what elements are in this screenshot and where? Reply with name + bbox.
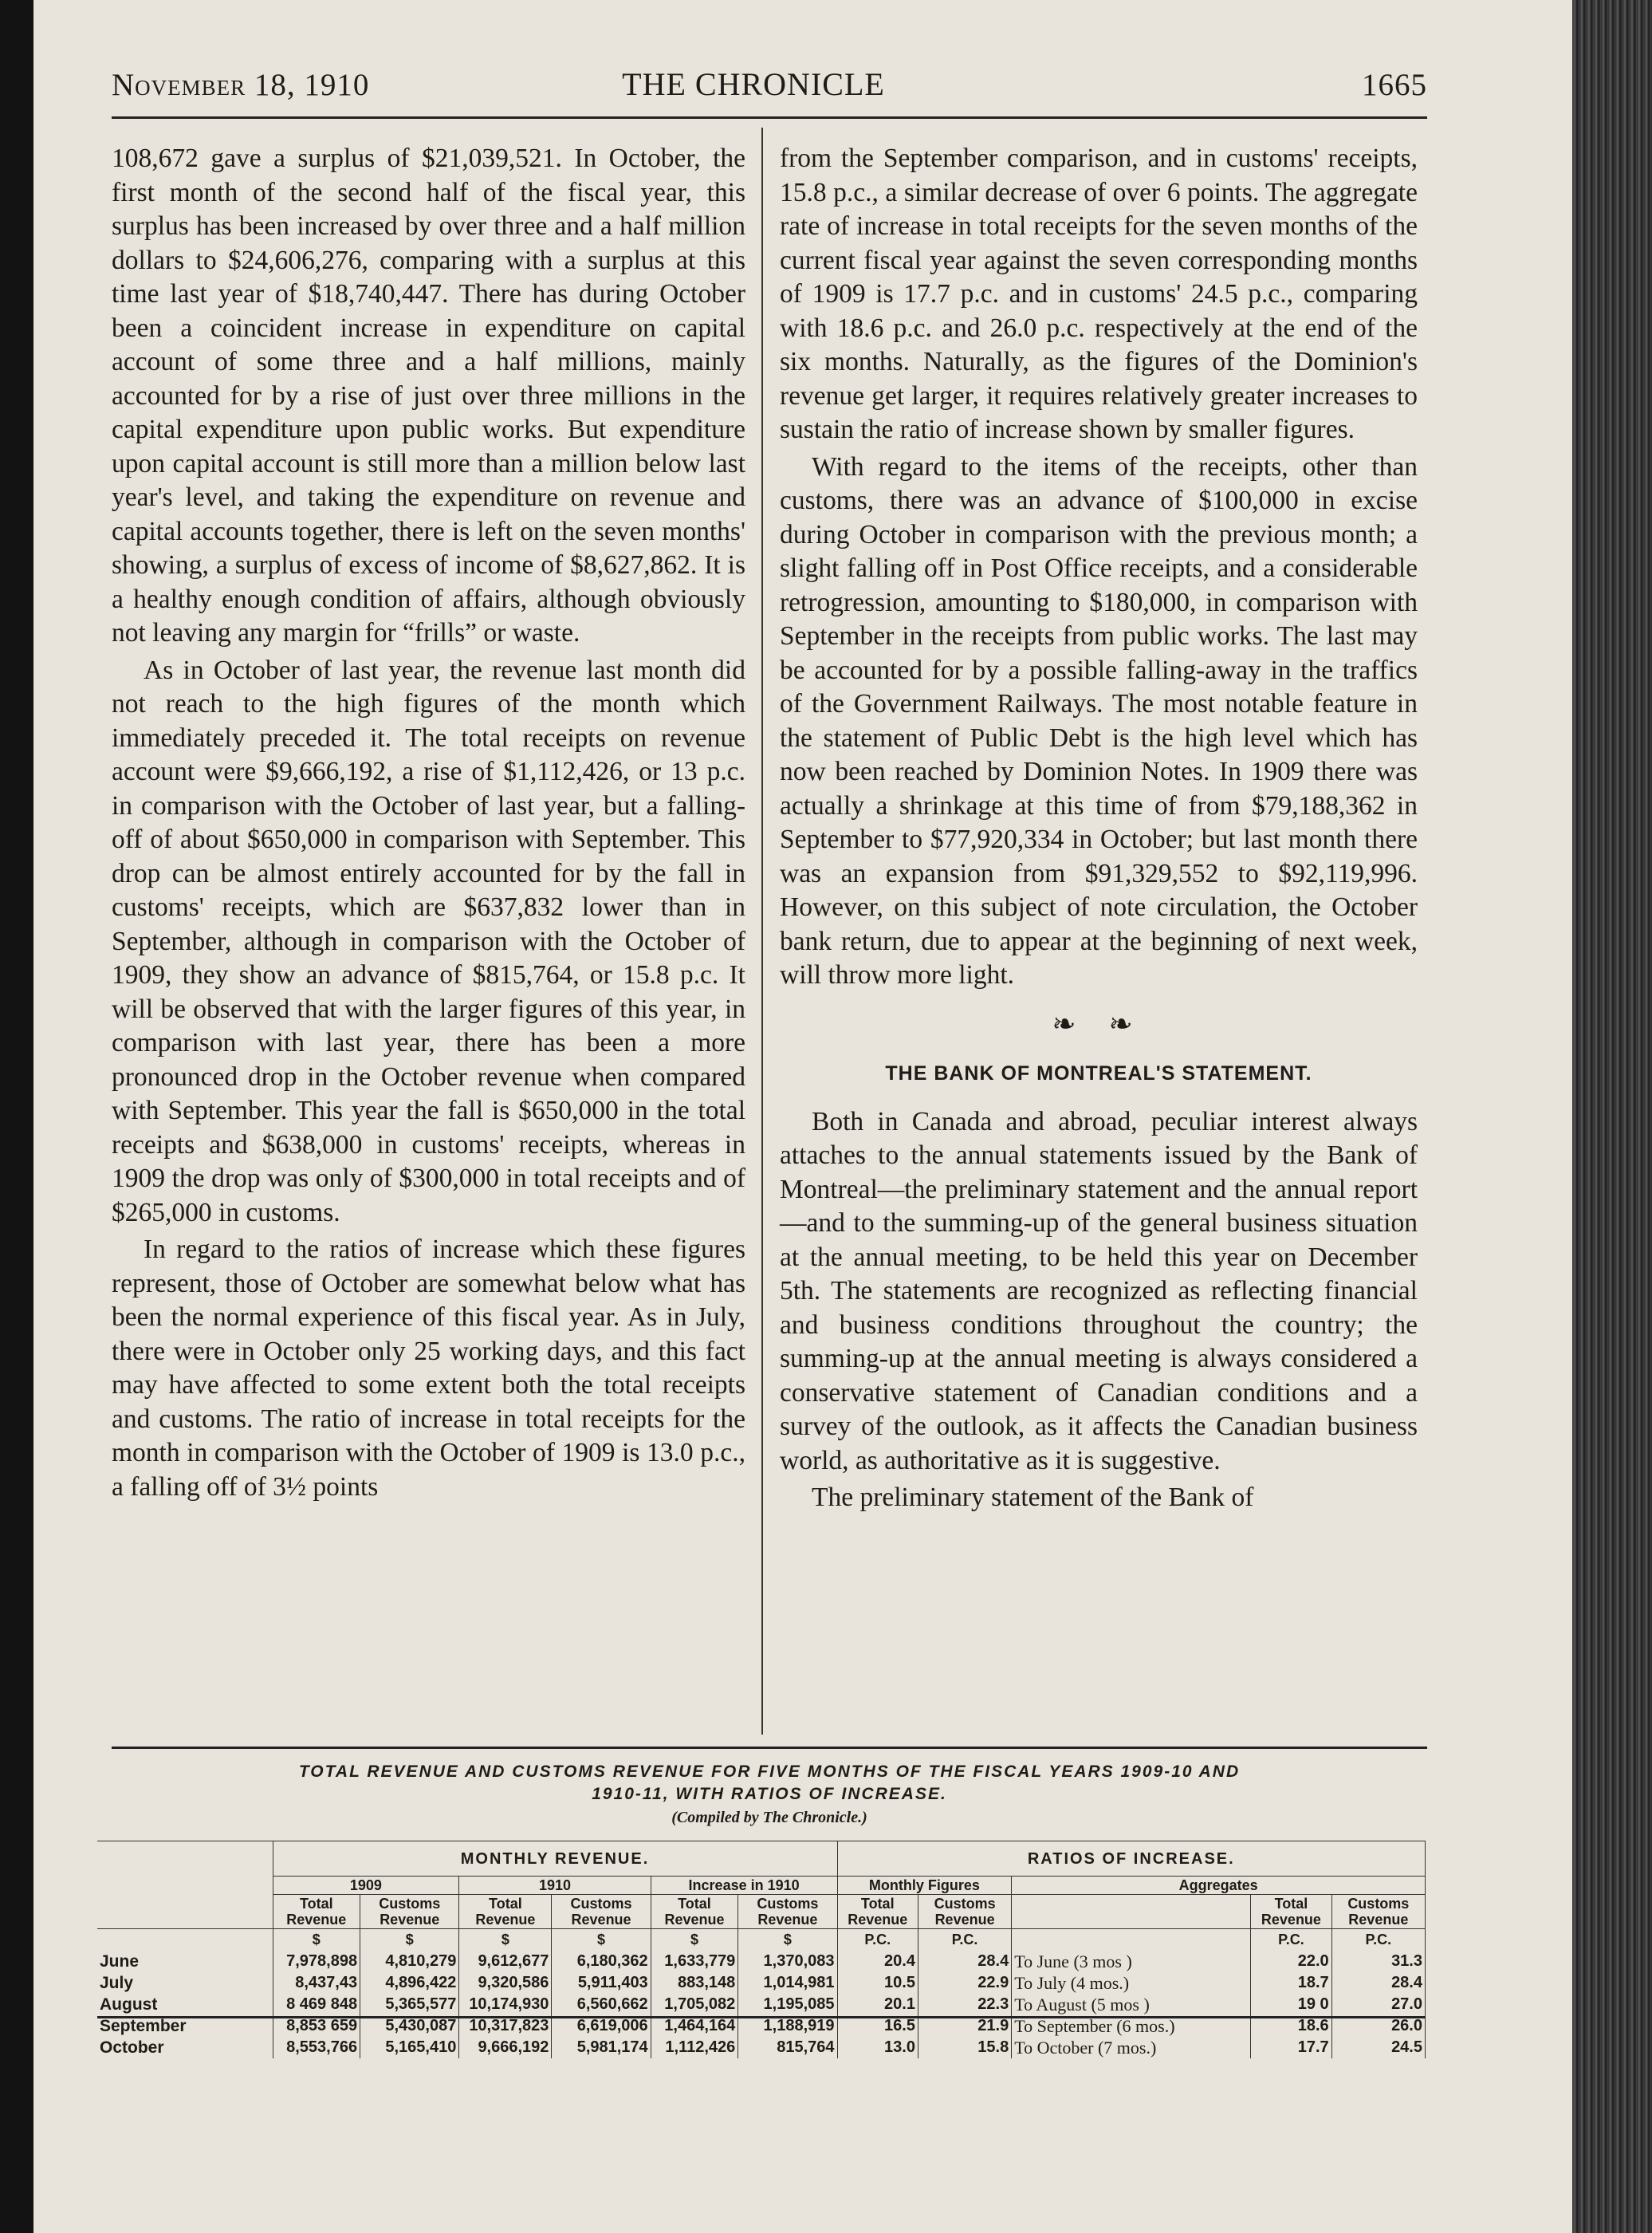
customs-1910-cell: 6,560,662: [552, 1994, 651, 2015]
unit: $: [552, 1929, 651, 1951]
inc-customs-cell: 1,195,085: [738, 1994, 837, 2015]
mf-customs-cell: 28.4: [918, 1951, 1011, 1972]
table-caption-2: 1910-11, WITH RATIOS OF INCREASE.: [592, 1785, 947, 1803]
inc-customs-cell: 1,014,981: [738, 1972, 837, 1994]
paragraph: 108,672 gave a surplus of $21,039,521. In October, the first month of the second half of the fiscal year, this surplus has been increased by over three and a half million dollars to $24,606,276, comparing with a surplus at this time last year of $18,740,447. There has during October been a coincident increase in expenditure on capital account of some three and a half millions, mainly accounted for by a rise of just over three millions in the capital expenditure upon public works. But expenditure upon capital account is still more than a million below last year's level, and taking the expenditure on revenue and capital accounts together, there is left on the seven months' showing, a surplus of excess of income of $8,627,862. It is a healthy enough condition of affairs, although obviously not leaving any margin for “frills” or waste.: [112, 144, 745, 648]
unit: $: [360, 1929, 459, 1951]
total-1909-cell: 8 469 848: [273, 1994, 360, 2015]
inc-customs-cell: 1,370,083: [738, 1951, 837, 1972]
table-row: [97, 1994, 1426, 2015]
customs-1910-cell: 5,911,403: [552, 1972, 651, 1994]
total-1909-cell: 8,553,766: [273, 2037, 360, 2058]
agg-customs-cell: 26.0: [1331, 2015, 1425, 2037]
mf-customs-cell: 21.9: [918, 2015, 1011, 2037]
col-agg-label: [1012, 1895, 1251, 1929]
paragraph: from the September comparison, and in customs' receipts, 15.8 p.c., a similar decrease of over 6 points. The aggregate rate of increase in total receipts for the seven months of the current fiscal year against the seven corresponding months of 1909 is 17.7 p.c. and in customs' 24.5 p.c., comparing with 18.6 p.c. and 26.0 p.c. respectively at the end of the six months. Naturally, as the figures of the Dominion's revenue get larger, it requires relatively greater increases to sustain the ratio of increase shown by smaller figures.: [780, 144, 1418, 444]
agg-label-cell: To August (5 mos ): [1012, 1994, 1251, 2015]
col-total: Total Revenue: [273, 1895, 360, 1929]
col-total: Total Revenue: [1251, 1895, 1331, 1929]
inc-total-cell: 1,464,164: [651, 2015, 738, 2037]
col-customs: Customs Revenue: [360, 1895, 459, 1929]
section-ornament: ❧ ❧: [1052, 1007, 1146, 1040]
mf-total-cell: 16.5: [837, 2015, 918, 2037]
customs-1909-cell: 4,896,422: [360, 1972, 459, 1994]
unit: $: [459, 1929, 552, 1951]
month-label: June: [97, 1951, 273, 1972]
agg-label-cell: To September (6 mos.): [1012, 2015, 1251, 2037]
total-1910-cell: 9,612,677: [459, 1951, 552, 1972]
mf-customs-cell: 22.3: [918, 1994, 1011, 2015]
subgroup-aggregates: Aggregates: [1012, 1877, 1426, 1895]
unit: P.C.: [837, 1929, 918, 1951]
unit: $: [273, 1929, 360, 1951]
unit: P.C.: [1251, 1929, 1331, 1951]
units-spacer: [1012, 1929, 1251, 1951]
unit: P.C.: [1331, 1929, 1425, 1951]
paragraph: Both in Canada and abroad, peculiar interest always attaches to the annual statements issued by the Bank of Montreal—the preliminary statement and the annual report—and to the summing-up of the general business situation at the annual meeting, to be held this year on December 5th. The statements are recognized as reflecting financial and business conditions throughout the country; the summing-up at the annual meeting is always considered a conservative statement of Canadian conditions and a survey of the outlook, as it affects the Canadian business world, as authoritative as it is suggestive.: [780, 1106, 1418, 1475]
group-monthly-revenue: MONTHLY REVENUE.: [273, 1841, 837, 1877]
agg-label-cell: To October (7 mos.): [1012, 2037, 1251, 2058]
page-header: [80, 61, 1427, 108]
customs-1910-cell: 5,981,174: [552, 2037, 651, 2058]
total-1910-cell: 10,174,930: [459, 1994, 552, 2015]
column-divider: [761, 128, 763, 1735]
unit: $: [651, 1929, 738, 1951]
subgroup-increase: Increase in 1910: [651, 1877, 837, 1895]
agg-customs-cell: 28.4: [1331, 1972, 1425, 1994]
agg-customs-cell: 31.3: [1331, 1951, 1425, 1972]
col-customs: Customs Revenue: [918, 1895, 1011, 1929]
total-1910-cell: 9,320,586: [459, 1972, 552, 1994]
units-spacer: [97, 1929, 273, 1951]
subgroup-monthly-figures: Monthly Figures: [837, 1877, 1012, 1895]
table-row: [97, 1972, 1426, 1994]
table-corner: [97, 1841, 273, 1929]
customs-1909-cell: 5,365,577: [360, 1994, 459, 2015]
month-label: October: [97, 2037, 273, 2058]
agg-label-cell: To July (4 mos.): [1012, 1972, 1251, 1994]
total-1909-cell: 7,978,898: [273, 1951, 360, 1972]
header-rule: [112, 116, 1427, 119]
issue-date: November 18, 1910: [112, 68, 370, 102]
inc-total-cell: 1,705,082: [651, 1994, 738, 2015]
book-edge: [1572, 0, 1652, 2233]
table-caption: TOTAL REVENUE AND CUSTOMS REVENUE FOR FIVE MONTHS OF THE FISCAL YEARS 1909-10 AND: [298, 1762, 1241, 1781]
month-label: July: [97, 1972, 273, 1994]
agg-total-cell: 17.7: [1251, 2037, 1331, 2058]
agg-total-cell: 19 0: [1251, 1994, 1331, 2015]
table-body: [97, 1929, 1426, 2059]
table-row: [97, 1951, 1426, 1972]
col-total: Total Revenue: [837, 1895, 918, 1929]
section-title: THE BANK OF MONTREAL'S STATEMENT.: [885, 1062, 1312, 1085]
units-row: [97, 1929, 1426, 1951]
col-customs: Customs Revenue: [552, 1895, 651, 1929]
table-top-rule: [112, 1747, 1427, 1749]
customs-1909-cell: 4,810,279: [360, 1951, 459, 1972]
left-column: [112, 142, 745, 1507]
mf-total-cell: 13.0: [837, 2037, 918, 2058]
col-total: Total Revenue: [651, 1895, 738, 1929]
right-column: [780, 142, 1418, 1518]
customs-1909-cell: 5,430,087: [360, 2015, 459, 2037]
agg-total-cell: 18.6: [1251, 2015, 1331, 2037]
paragraph: In regard to the ratios of increase which these figures represent, those of October are somewhat below what has been the normal experience of this fiscal year. As in July, there were in October only 25 working days, and this fact may have affected to some extent both the total receipts and customs. The ratio of increase in total receipts for the month in comparison with the October of 1909 is 13.0 p.c., a falling off of 3½ points: [112, 1235, 745, 1502]
total-1909-cell: 8,853 659: [273, 2015, 360, 2037]
table-row: [97, 2037, 1426, 2058]
table-compiled-by: (Compiled by The Chronicle.): [671, 1809, 867, 1826]
table-row: [97, 2015, 1426, 2037]
total-1909-cell: 8,437,43: [273, 1972, 360, 1994]
month-label: September: [97, 2015, 273, 2037]
agg-total-cell: 22.0: [1251, 1951, 1331, 1972]
col-total: Total Revenue: [459, 1895, 552, 1929]
inc-customs-cell: 815,764: [738, 2037, 837, 2058]
agg-total-cell: 18.7: [1251, 1972, 1331, 1994]
col-customs: Customs Revenue: [1331, 1895, 1425, 1929]
paragraph: The preliminary statement of the Bank of: [812, 1483, 1254, 1512]
customs-1910-cell: 6,180,362: [552, 1951, 651, 1972]
publication-title: THE CHRONICLE: [622, 66, 885, 102]
table-bottom-rule: [97, 2016, 1426, 2018]
agg-customs-cell: 24.5: [1331, 2037, 1425, 2058]
inc-customs-cell: 1,188,919: [738, 2015, 837, 2037]
month-label: August: [97, 1994, 273, 2015]
unit: P.C.: [918, 1929, 1011, 1951]
mf-customs-cell: 15.8: [918, 2037, 1011, 2058]
group-ratios: RATIOS OF INCREASE.: [837, 1841, 1425, 1877]
total-1910-cell: 9,666,192: [459, 2037, 552, 2058]
subgroup-1909: 1909: [273, 1877, 459, 1895]
mf-total-cell: 10.5: [837, 1972, 918, 1994]
subgroup-1910: 1910: [459, 1877, 651, 1895]
inc-total-cell: 1,112,426: [651, 2037, 738, 2058]
col-customs: Customs Revenue: [738, 1895, 837, 1929]
agg-label-cell: To June (3 mos ): [1012, 1951, 1251, 1972]
paragraph: As in October of last year, the revenue last month did not reach to the high figures of the month which immediately preceded it. The total receipts on revenue account were $9,666,192, a rise of $1,112,426, or 13 p.c. in comparison with the October of last year, but a falling-off of about $650,000 in comparison with September. This drop can be almost entirely accounted for by the fall in customs' receipts, which are $637,832 lower than in September, although in comparison with the October of 1909, they show an advance of $815,764, or 15.8 p.c. It will be observed that with the larger figures of this year, in comparison with last year, there has been a more pronounced drop in the October revenue when compared with September. This year the fall is $650,000 in the total receipts and $638,000 in customs' receipts, whereas in 1909 the drop was only of $300,000 in total receipts and of $265,000 in customs.: [112, 655, 745, 1227]
customs-1910-cell: 6,619,006: [552, 2015, 651, 2037]
paragraph: With regard to the items of the receipts, other than customs, there was an advance of $100,000 in excise during October in comparison with the previous month; a slight falling off in Post Office receipts, and a considerable retrogression, amounting to $180,000, in comparison with September in the receipts from public works. The last may be accounted for by a possible falling-away in the traffics of the Government Railways. The most notable feature in the statement of Public Debt is the high level which has now been reached by Dominion Notes. In 1909 there was actually a shrinkage at this time of from $79,188,362 in September to $77,920,334 in October; but last month there was an expansion from $91,329,552 to $92,119,996. However, on this subject of note circulation, the October bank return, due to appear at the beginning of next week, will throw more light.: [780, 451, 1418, 990]
page-number: 1665: [1362, 68, 1427, 102]
revenue-table: [97, 1841, 1426, 2058]
total-1910-cell: 10,317,823: [459, 2015, 552, 2037]
unit: $: [738, 1929, 837, 1951]
agg-customs-cell: 27.0: [1331, 1994, 1425, 2015]
customs-1909-cell: 5,165,410: [360, 2037, 459, 2058]
mf-customs-cell: 22.9: [918, 1972, 1011, 1994]
mf-total-cell: 20.1: [837, 1994, 918, 2015]
mf-total-cell: 20.4: [837, 1951, 918, 1972]
inc-total-cell: 883,148: [651, 1972, 738, 1994]
inc-total-cell: 1,633,779: [651, 1951, 738, 1972]
